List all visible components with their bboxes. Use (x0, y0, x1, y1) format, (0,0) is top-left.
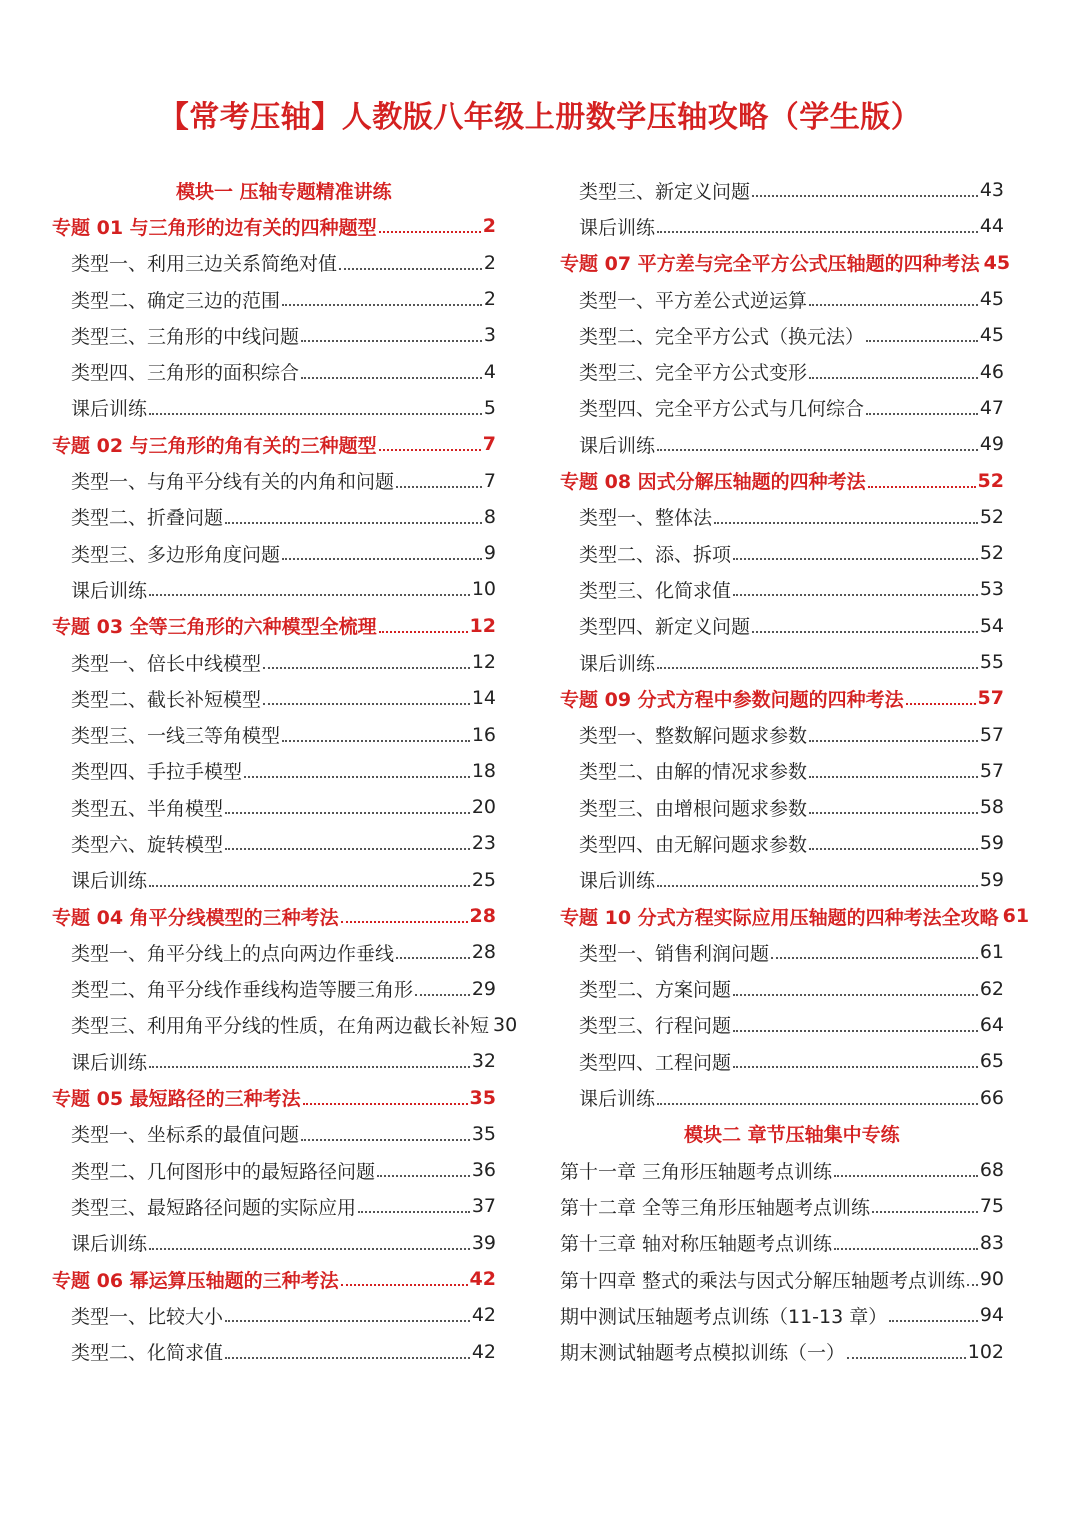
toc-page-number: 44 (979, 215, 1004, 238)
toc-page-number: 94 (979, 1304, 1004, 1327)
document-title: 【常考压轴】人教版八年级上册数学压轴攻略（学生版） (158, 100, 922, 135)
dot-leader (752, 631, 978, 633)
toc-entry-label: 类型四、工程问题 (579, 1051, 732, 1074)
toc-sub-entry[interactable] (52, 317, 496, 353)
toc-sub-entry[interactable] (52, 1152, 496, 1188)
dot-leader (809, 304, 978, 306)
toc-page-number: 57 (979, 759, 1004, 782)
toc-entry-label: 课后训练 (71, 1233, 148, 1256)
toc-page-number: 75 (979, 1195, 1004, 1218)
toc-sub-entry[interactable] (52, 716, 496, 752)
toc-sub-entry[interactable] (560, 281, 1004, 317)
toc-page-number: 49 (979, 433, 1004, 456)
toc-entry-label: 类型一、整体法 (579, 507, 713, 530)
toc-sub-entry[interactable] (52, 390, 496, 426)
toc-entry-label: 类型二、确定三边的范围 (71, 289, 281, 312)
dot-leader (834, 1248, 978, 1250)
dot-leader (809, 377, 978, 379)
dot-leader (847, 1357, 966, 1359)
toc-page-number: 28 (469, 905, 496, 928)
dot-leader (282, 740, 470, 742)
toc-sub-entry[interactable] (52, 680, 496, 716)
toc-page-number: 42 (471, 1340, 496, 1363)
toc-entry-label: 专题 06 幂运算压轴题的三种考法 (52, 1269, 339, 1292)
toc-sub-entry[interactable] (52, 245, 496, 281)
dot-leader (809, 776, 978, 778)
dot-leader (733, 1066, 978, 1068)
toc-entry-label: 类型二、折叠问题 (71, 507, 224, 530)
dot-leader (415, 994, 470, 996)
toc-page-number: 2 (483, 288, 496, 311)
toc-entry-label: 类型二、化简求值 (71, 1342, 224, 1365)
toc-sub-entry[interactable] (52, 789, 496, 825)
dot-leader (225, 848, 470, 850)
toc-entry-label: 第十四章 整式的乘法与因式分解压轴题考点训练 (560, 1269, 966, 1292)
toc-sub-entry[interactable] (560, 499, 1004, 535)
toc-entry-label: 第十三章 轴对称压轴题考点训练 (560, 1233, 833, 1256)
toc-entry-label: 类型三、由增根问题求参数 (579, 797, 808, 820)
toc-page-number: 12 (469, 614, 496, 637)
toc-entry-label: 课后训练 (579, 216, 656, 239)
dot-leader (149, 594, 470, 596)
toc-sub-entry[interactable] (560, 390, 1004, 426)
toc-page-number: 61 (979, 941, 1004, 964)
dot-leader (225, 812, 470, 814)
toc-page-number: 10 (471, 578, 496, 601)
dot-leader (872, 1211, 978, 1213)
toc-page-number: 62 (979, 977, 1004, 1000)
dot-leader (282, 558, 482, 560)
dot-leader (834, 1175, 978, 1177)
dot-leader (379, 449, 481, 451)
dot-leader (301, 377, 482, 379)
toc-page-number: 54 (979, 614, 1004, 637)
dot-leader (733, 594, 978, 596)
toc-sub-entry[interactable] (560, 208, 1004, 244)
toc-sub-entry[interactable] (52, 862, 496, 898)
toc-page-number: 57 (979, 723, 1004, 746)
toc-entry-label: 类型一、销售利润问题 (579, 942, 770, 965)
dot-leader (377, 1175, 470, 1177)
toc-page-number: 66 (979, 1086, 1004, 1109)
toc-entry-label: 类型三、一线三等角模型 (71, 725, 281, 748)
toc-page-number: 35 (469, 1086, 496, 1109)
toc-sub-entry[interactable] (52, 1007, 518, 1043)
toc-chapter-entry[interactable] (560, 1225, 1004, 1261)
dot-leader (733, 1030, 978, 1032)
toc-entry-label: 类型二、截长补短模型 (71, 688, 262, 711)
toc-sub-entry[interactable] (560, 644, 1004, 680)
toc-entry-label: 类型六、旋转模型 (71, 833, 224, 856)
toc-entry-label: 类型二、由解的情况求参数 (579, 761, 808, 784)
toc-sub-entry[interactable] (52, 1043, 496, 1079)
dot-leader (866, 413, 978, 415)
toc-entry-label: 类型三、三角形的中线问题 (71, 325, 300, 348)
toc-page-number: 16 (471, 723, 496, 746)
toc-sub-entry[interactable] (560, 571, 1004, 607)
toc-entry-label: 类型三、化简求值 (579, 579, 732, 602)
toc-entry-label: 专题 01 与三角形的边有关的四种题型 (52, 216, 377, 239)
toc-entry-label: 专题 02 与三角形的角有关的三种题型 (52, 434, 377, 457)
toc-entry-label: 第十二章 全等三角形压轴题考点训练 (560, 1196, 871, 1219)
toc-sub-entry[interactable] (560, 971, 1004, 1007)
dot-leader (225, 1320, 470, 1322)
dot-leader (868, 486, 976, 488)
toc-page-number: 83 (979, 1231, 1004, 1254)
dot-leader (967, 1284, 978, 1286)
toc-page-number: 2 (482, 215, 496, 238)
toc-entry-label: 类型五、半角模型 (71, 797, 224, 820)
toc-entry-label: 专题 03 全等三角形的六种模型全梳理 (52, 616, 377, 639)
toc-page-number: 32 (471, 1050, 496, 1073)
toc-entry-label: 类型四、手拉手模型 (71, 761, 243, 784)
toc-page-number: 65 (979, 1050, 1004, 1073)
toc-entry-label: 类型一、倍长中线模型 (71, 652, 262, 675)
dot-leader (301, 340, 482, 342)
toc-entry-label: 类型四、新定义问题 (579, 616, 751, 639)
dot-leader (809, 812, 978, 814)
toc-page-number: 42 (471, 1304, 496, 1327)
dot-leader (149, 1248, 470, 1250)
toc-entry-label: 类型三、行程问题 (579, 1015, 732, 1038)
dot-leader (657, 1103, 978, 1105)
toc-page-number: 36 (471, 1159, 496, 1182)
toc-entry-label: 类型二、角平分线作垂线构造等腰三角形 (71, 979, 414, 1002)
toc-module-entry[interactable] (560, 1116, 1004, 1152)
toc-entry-label: 期末测试轴题考点模拟训练（一） (560, 1342, 846, 1365)
toc-entry-label: 第十一章 三角形压轴题考点训练 (560, 1160, 833, 1183)
toc-page-number: 102 (967, 1340, 1004, 1363)
toc-page-number: 4 (483, 360, 496, 383)
toc-page-number: 52 (979, 505, 1004, 528)
dot-leader (889, 1320, 978, 1322)
toc-page-number: 28 (471, 941, 496, 964)
toc-left-column (52, 172, 518, 1370)
dot-leader (341, 921, 468, 923)
toc-sub-entry[interactable] (560, 934, 1004, 970)
toc-page-number: 46 (979, 360, 1004, 383)
toc-page-number: 12 (471, 651, 496, 673)
toc-chapter-entry[interactable] (560, 1334, 1004, 1370)
dot-leader (866, 340, 978, 342)
toc-page-number: 18 (471, 759, 496, 782)
dot-leader (225, 522, 482, 524)
toc-page-number: 61 (1002, 905, 1030, 928)
toc-sub-entry[interactable] (560, 716, 1004, 752)
toc-chapter-entry[interactable] (560, 1152, 1004, 1188)
toc-sub-entry[interactable] (560, 535, 1004, 571)
toc-entry-label: 专题 07 平方差与完全平方公式压轴题的四种考法 (560, 253, 980, 276)
toc-page-number: 7 (482, 433, 496, 456)
toc-topic-entry[interactable] (52, 208, 496, 244)
toc-entry-label: 期中测试压轴题考点训练（11-13 章） (560, 1305, 888, 1328)
toc-entry-label: 专题 09 分式方程中参数问题的四种考法 (560, 688, 904, 711)
toc-sub-entry[interactable] (52, 934, 496, 970)
toc-entry-label: 类型一、与角平分线有关的内角和问题 (71, 471, 395, 494)
toc-entry-label: 类型一、角平分线上的点向两边作垂线 (71, 942, 395, 965)
toc-entry-label: 类型三、多边形角度问题 (71, 543, 281, 566)
toc-page-number: 3 (483, 324, 496, 347)
toc-page-number: 90 (979, 1268, 1004, 1291)
toc-sub-entry[interactable] (560, 1079, 1004, 1115)
dot-leader (282, 304, 482, 306)
toc-chapter-entry[interactable] (560, 1297, 1004, 1333)
toc-page-number: 57 (977, 687, 1004, 710)
toc-page-number: 29 (471, 977, 496, 1000)
toc-page-number: 42 (469, 1268, 496, 1291)
dot-leader (906, 703, 976, 705)
toc-entry-label: 类型四、完全平方公式与几何综合 (579, 398, 865, 421)
dot-leader (149, 885, 470, 887)
toc-sub-entry[interactable] (560, 426, 1004, 462)
toc-topic-entry[interactable] (560, 898, 1030, 934)
toc-page-number: 23 (471, 832, 496, 855)
toc-topic-entry[interactable] (52, 608, 496, 644)
toc-entry-label: 专题 08 因式分解压轴题的四种考法 (560, 471, 866, 494)
toc-page-number: 25 (471, 868, 496, 891)
toc-chapter-entry[interactable] (560, 1188, 1004, 1224)
toc-entry-label: 课后训练 (579, 434, 656, 457)
toc-page-number: 59 (979, 868, 1004, 891)
toc-page-number: 52 (979, 542, 1004, 565)
toc-entry-label: 类型二、几何图形中的最短路径问题 (71, 1160, 376, 1183)
toc-page-number: 68 (979, 1159, 1004, 1182)
toc-sub-entry[interactable] (560, 825, 1004, 861)
dot-leader (244, 776, 470, 778)
dot-leader (263, 667, 470, 669)
toc-page-number: 14 (471, 687, 496, 710)
dot-leader (657, 231, 978, 233)
toc-sub-entry[interactable] (560, 789, 1004, 825)
toc-page-number: 35 (471, 1122, 496, 1145)
dot-leader (657, 449, 978, 451)
toc-entry-label: 类型一、比较大小 (71, 1305, 224, 1328)
toc-entry-label: 类型三、完全平方公式变形 (579, 362, 808, 385)
dot-leader (225, 1357, 470, 1359)
dot-leader (379, 231, 481, 233)
toc-sub-entry[interactable] (560, 862, 1004, 898)
dot-leader (396, 486, 482, 488)
toc-page-number: 37 (471, 1195, 496, 1218)
toc-entry-label: 课后训练 (71, 870, 148, 893)
toc-entry-label: 类型二、方案问题 (579, 979, 732, 1002)
dot-leader (771, 957, 978, 959)
toc-entry-label: 课后训练 (71, 579, 148, 602)
toc-sub-entry[interactable] (52, 1116, 496, 1152)
toc-entry-label: 专题 04 角平分线模型的三种考法 (52, 906, 339, 929)
toc-sub-entry[interactable] (52, 462, 496, 498)
toc-entry-label: 模块一 压轴专题精准讲练 (176, 180, 392, 203)
toc-page-number: 8 (483, 505, 496, 528)
toc-sub-entry[interactable] (560, 317, 1004, 353)
toc-entry-label: 类型二、完全平方公式（换元法） (579, 325, 865, 348)
toc-sub-entry[interactable] (560, 1043, 1004, 1079)
toc-entry-label: 专题 10 分式方程实际应用压轴题的四种考法全攻略 (560, 906, 999, 929)
toc-sub-entry[interactable] (560, 172, 1004, 208)
toc-topic-entry[interactable] (560, 245, 1011, 281)
toc-sub-entry[interactable] (52, 535, 496, 571)
toc-sub-entry[interactable] (560, 1007, 1004, 1043)
toc-entry-label: 类型一、坐标系的最值问题 (71, 1124, 300, 1147)
dot-leader (657, 885, 978, 887)
toc-sub-entry[interactable] (560, 753, 1004, 789)
dot-leader (149, 1066, 470, 1068)
toc-entry-label: 类型四、三角形的面积综合 (71, 362, 300, 385)
toc-sub-entry[interactable] (52, 644, 496, 680)
dot-leader (303, 1103, 468, 1105)
toc-entry-label: 类型三、利用角平分线的性质，在角两边截长补短 (71, 1015, 490, 1038)
dot-leader (733, 558, 978, 560)
toc-entry-label: 课后训练 (71, 398, 148, 421)
toc-entry-label: 类型二、添、拆项 (579, 543, 732, 566)
toc-module-entry[interactable] (52, 172, 496, 208)
toc-entry-label: 课后训练 (579, 870, 656, 893)
dot-leader (396, 957, 470, 959)
toc-entry-label: 课后训练 (579, 652, 656, 675)
toc-topic-entry[interactable] (52, 898, 496, 934)
toc-entry-label: 类型三、新定义问题 (579, 180, 751, 203)
dot-leader (379, 631, 468, 633)
dot-leader (657, 667, 978, 669)
toc-page-number: 43 (979, 179, 1004, 202)
toc-sub-entry[interactable] (52, 1297, 496, 1333)
toc-page-number: 45 (979, 288, 1004, 311)
toc-entry-label: 课后训练 (71, 1051, 148, 1074)
dot-leader (733, 994, 978, 996)
toc-topic-entry[interactable] (52, 426, 496, 462)
dot-leader (149, 413, 482, 415)
toc-topic-entry[interactable] (560, 462, 1004, 498)
dot-leader (301, 1139, 470, 1141)
toc-entry-label: 课后训练 (579, 1088, 656, 1111)
toc-entry-label: 类型一、整数解问题求参数 (579, 725, 808, 748)
toc-entry-label: 类型三、最短路径问题的实际应用 (71, 1196, 357, 1219)
toc-entry-label: 专题 05 最短路径的三种考法 (52, 1088, 301, 1111)
toc-sub-entry[interactable] (52, 1334, 496, 1370)
toc-page-number: 5 (483, 396, 496, 419)
dot-leader (809, 848, 978, 850)
toc-sub-entry[interactable] (560, 353, 1004, 389)
dot-leader (341, 1284, 468, 1286)
toc-sub-entry[interactable] (52, 571, 496, 607)
toc-page-number: 7 (483, 469, 496, 492)
toc-topic-entry[interactable] (52, 1079, 496, 1115)
toc-entry-label: 类型一、平方差公式逆运算 (579, 289, 808, 312)
toc-page-number: 53 (979, 578, 1004, 601)
toc-page-number: 9 (483, 542, 496, 565)
toc-sub-entry[interactable] (52, 353, 496, 389)
toc-sub-entry[interactable] (52, 753, 496, 789)
toc-topic-entry[interactable] (560, 680, 1004, 716)
toc-page-number: 45 (983, 251, 1011, 274)
toc-topic-entry[interactable] (52, 1261, 496, 1297)
toc-page-number: 45 (979, 324, 1004, 347)
toc-page-number: 64 (979, 1013, 1004, 1036)
toc-page-number: 20 (471, 796, 496, 819)
dot-leader (263, 703, 470, 705)
toc-sub-entry[interactable] (52, 1188, 496, 1224)
toc-sub-entry[interactable] (560, 608, 1004, 644)
toc-entry-label: 类型四、由无解问题求参数 (579, 833, 808, 856)
dot-leader (714, 522, 978, 524)
toc-page-number: 47 (979, 396, 1004, 419)
toc-page-number: 55 (979, 651, 1004, 673)
toc-page-number: 58 (979, 796, 1004, 819)
toc-entry-label: 模块二 章节压轴集中专练 (684, 1124, 900, 1147)
dot-leader (809, 740, 978, 742)
toc-page-number: 59 (979, 832, 1004, 855)
toc-sub-entry[interactable] (52, 825, 496, 861)
toc-page-number: 30 (493, 1013, 518, 1036)
toc-page-number: 52 (977, 469, 1004, 492)
toc-right-column (560, 172, 1030, 1370)
dot-leader (752, 195, 978, 197)
toc-page-number: 2 (483, 251, 496, 274)
toc-entry-label: 类型一、利用三边关系简绝对值 (71, 253, 338, 276)
dot-leader (358, 1211, 470, 1213)
toc-sub-entry[interactable] (52, 971, 496, 1007)
toc-sub-entry[interactable] (52, 499, 496, 535)
toc-chapter-entry[interactable] (560, 1261, 1004, 1297)
dot-leader (339, 268, 482, 270)
toc-page-number: 39 (471, 1231, 496, 1254)
toc-sub-entry[interactable] (52, 281, 496, 317)
toc-sub-entry[interactable] (52, 1225, 496, 1261)
